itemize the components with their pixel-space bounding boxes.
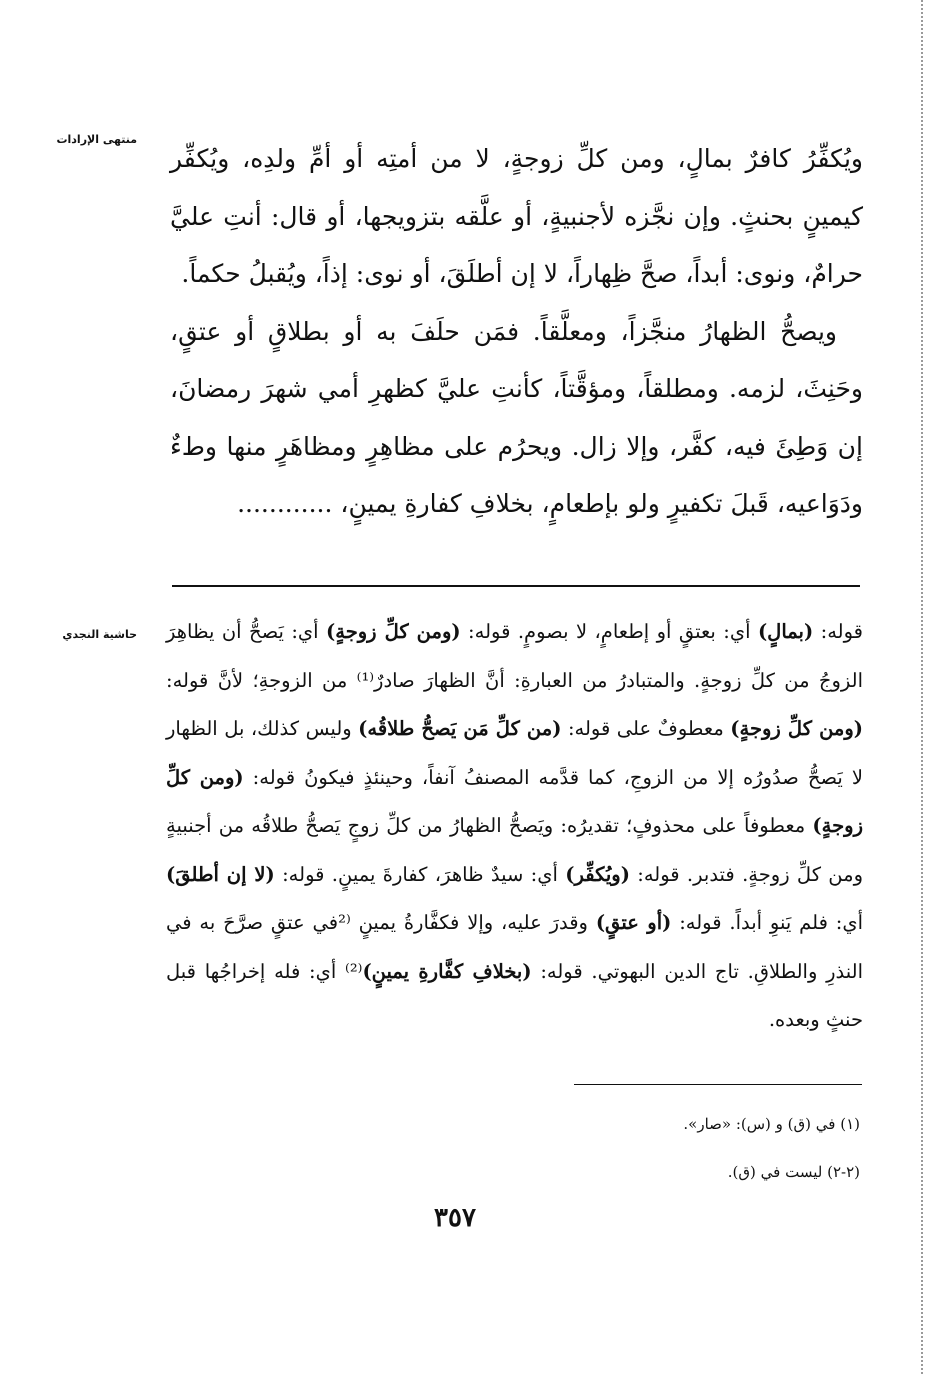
footnote-2: (٢-٢) ليست في (ق). — [727, 1163, 860, 1181]
commentary-text: أي: فلم يَنوِ أبداً. قوله: — [671, 911, 864, 934]
commentary-text: ⁽²⁾ أي: فله إخراجُها قبل حنثٍ وبعده. — [166, 959, 863, 1031]
commentary-text: قوله: — [813, 620, 863, 643]
commentary-quote: (ومن كلِّ زوجةٍ) — [326, 620, 461, 643]
page-edge-dotted-line — [920, 0, 923, 1374]
commentary-quote: (ويُكفِّر) — [565, 862, 630, 886]
footnote-divider — [574, 1084, 862, 1085]
page-number: ٣٥٧ — [434, 1203, 476, 1233]
commentary-text: أي: يَصحُّ أن يظاهِرَ الزوجُ من كلِّ زوجةٍ. والمتبادرُ من العبارةِ: أنَّ الظهارَ صادرٌ⁽¹⁾ من الزوجةِ؛ لأنَّ قوله: — [166, 620, 863, 692]
commentary-quote: (بخلافِ كفَّارةِ يمينٍ) — [362, 959, 532, 983]
commentary-text: أي: سيدٌ ظاهرَ، كفارةَ يمينٍ. قوله: — [274, 862, 566, 886]
commentary-quote: (أو عتقٍ) — [595, 911, 672, 934]
commentary-quote: (ومن كلِّ زوجةٍ) — [730, 717, 864, 740]
commentary-text: وليس كذلك، بل الظهار لا يَصحُّ صدُورُه إلا من الزوجِ، كما قدَّمه المصنفُ آنفاً، وحينئذٍ فيكونُ قوله: — [166, 717, 863, 789]
book-title-label: منتهى الإرادات — [56, 133, 137, 146]
main-paragraph-2: ويصحُّ الظهارُ منجَّزاً، ومعلَّقاً. فمَن حلَفَ به أو بطلاقٍ أو عتقٍ، وحَنِثَ، لزمه. ومطلقاً، ومؤقَّتاً، كأنتِ عليَّ كظهرِ أمي شهرَ رمضانَ، إن وَطِئَ فيه، كفَّر، وإلا زال. ويحرُم على مظاهِرٍ ومظاهَرٍ منها وطءٌ ودَوَاعيه، قَبلَ تكفيرٍ ولو بإطعامٍ، بخلافِ كفارةِ يمينٍ، ............ — [170, 316, 863, 518]
commentary-label: حاشية النجدي — [62, 628, 137, 641]
main-paragraph-1: ويُكفِّرُ كافرٌ بمالٍ، ومن كلِّ زوجةٍ، لا من أمتِه أو أمِّ ولدِه، ويُكفِّر كيمينٍ بحنثٍ. وإن نجَّزه لأجنبيةٍ، أو علَّقه بتزويجها، أو قال: أنتِ عليَّ حرامٌ، ونوى: أبداً، صحَّ ظِهاراً، لا إن أطلَقَ، أو نوى: إذاً، ويُقبلُ حكماً. — [170, 144, 863, 288]
commentary-quote: (من كلِّ مَن يَصحُّ طلاقُه) — [358, 717, 562, 740]
section-divider — [172, 585, 860, 587]
commentary-quote: (لا إن أطلقَ) — [166, 862, 275, 886]
commentary-text: أي: بعتقٍ أو إطعامٍ، لا بصومٍ. قوله: — [460, 620, 758, 643]
commentary-text: وقدرَ عليه، وإلا فكفَّارةُ يمينٍ ⁽²في عتقٍ صرَّحَ به في النذرِ والطلاقِ. تاج الدين البهوتي. قوله: — [166, 911, 863, 983]
main-text-block — [170, 130, 863, 533]
commentary-text: معطوفٌ على قوله: — [561, 717, 731, 740]
commentary-block — [166, 608, 863, 1045]
commentary-paragraph — [166, 608, 863, 1045]
commentary-quote: (ومن كلِّ زوجةٍ) — [166, 765, 863, 837]
footnote-1: (١) في (ق) و (س): «صار». — [683, 1115, 860, 1133]
commentary-quote: (بمالٍ) — [757, 620, 814, 643]
commentary-text: معطوفاً على محذوفٍ؛ تقديرُه: ويَصحُّ الظهارُ من كلِّ زوجٍ يَصحُّ طلاقُه من أجنبيةٍ ومن كلِّ زوجةٍ. فتدبر. قوله: — [166, 814, 864, 886]
footnotes-block — [300, 1100, 860, 1196]
